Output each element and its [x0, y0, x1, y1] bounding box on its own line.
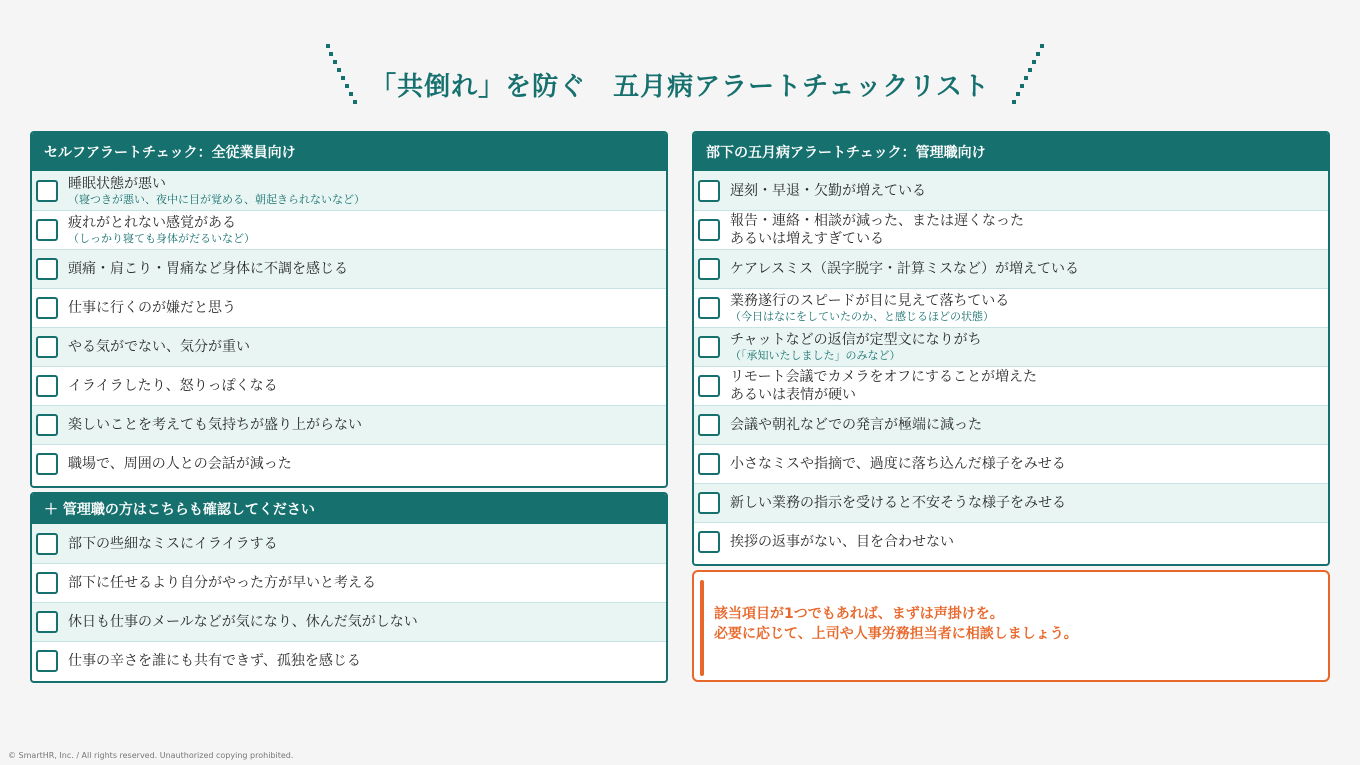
self-check-list: [32, 171, 666, 483]
checkbox[interactable]: [698, 492, 720, 514]
row-text: [730, 292, 1009, 324]
copyright-footer: © SmartHR, Inc. / All rights reserved. Unauthorized copying prohibited.: [8, 751, 294, 760]
item-label: 部下に任せるより自分がやった方が早いと考える: [68, 575, 376, 591]
row-text: [730, 494, 1066, 512]
row-text: [68, 455, 292, 473]
alert-line-2: 必要に応じて、上司や人事労務担当者に相談しましょう。: [714, 626, 1078, 642]
item-label: 睡眠状態が悪い: [68, 175, 166, 192]
checklist-row: [32, 444, 666, 483]
item-note: （しっかり寝ても身体がだるいなど）: [68, 232, 255, 245]
checkbox[interactable]: [36, 650, 58, 672]
row-text: [68, 613, 418, 631]
row-text: [68, 652, 361, 670]
checklist-row: [32, 327, 666, 366]
row-text: [730, 416, 982, 434]
checkbox[interactable]: [698, 180, 720, 202]
checkbox[interactable]: [36, 258, 58, 280]
checklist-row: [32, 210, 666, 249]
checkbox[interactable]: [36, 219, 58, 241]
row-text: [730, 260, 1079, 278]
item-label: 部下の些細なミスにイライラする: [68, 535, 278, 552]
checklist-row: [694, 483, 1328, 522]
manager-extra-panel: [30, 492, 668, 683]
checkbox[interactable]: [36, 453, 58, 475]
alert-text: [714, 604, 1078, 644]
checklist-row: [694, 288, 1328, 327]
checkbox[interactable]: [36, 572, 58, 594]
row-text: [68, 260, 348, 278]
item-note: （寝つきが悪い、夜中に目が覚める、朝起きられないなど）: [68, 192, 365, 206]
item-note: （「承知いたしました」のみなど）: [730, 349, 901, 362]
alert-box: [692, 570, 1330, 682]
item-label-line2: あるいは表情が硬い: [730, 387, 856, 403]
item-label: イライラしたり、怒りっぽくなる: [68, 378, 278, 394]
alert-line-1: 該当項目が1つでもあれば、まずは声掛けを。: [714, 606, 1004, 622]
checkbox[interactable]: [698, 414, 720, 436]
row-text: [68, 416, 362, 434]
checklist-row: [32, 366, 666, 405]
checkbox[interactable]: [698, 453, 720, 475]
checkbox[interactable]: [698, 258, 720, 280]
row-text: [730, 368, 1037, 404]
item-label: ケアレスミス（誤字脱字・計算ミスなど）が増えている: [730, 261, 1080, 277]
item-label: 職場で、周囲の人との会話が減った: [68, 456, 292, 472]
item-label: 仕事に行くのが嫌だと思う: [68, 300, 236, 316]
row-text: [68, 377, 278, 395]
item-label: 楽しいことを考えても気持ちが盛り上がらない: [68, 417, 362, 433]
row-text: [68, 338, 250, 356]
checkbox[interactable]: [698, 375, 720, 397]
row-text: [68, 214, 255, 246]
row-text: [68, 574, 376, 592]
row-text: [730, 533, 954, 551]
checklist-row: [32, 171, 666, 210]
item-label: 仕事の辛さを誰にも共有できず、孤独を感じる: [68, 653, 361, 669]
item-label: やる気がでない、気分が重い: [68, 339, 250, 355]
item-label: 会議や朝礼などでの発言が極端に減った: [730, 417, 982, 433]
self-check-panel: [30, 131, 668, 488]
checklist-row: [32, 563, 666, 602]
subordinate-check-panel: [692, 131, 1330, 566]
row-text: [730, 182, 926, 200]
row-text: [730, 455, 1066, 473]
item-label: 小さなミスや指摘で、過度に落ち込んだ様子をみせる: [730, 456, 1066, 472]
item-label: 遅刻・早退・欠勤が増えている: [730, 182, 926, 199]
self-check-header: セルフアラートチェック：全従業員向け: [32, 133, 666, 171]
checkbox[interactable]: [698, 531, 720, 553]
checklist-row: [32, 602, 666, 641]
manager-extra-list: [32, 524, 666, 680]
page-title: 「共倒れ」を防ぐ 五月病アラートチェックリスト: [370, 72, 990, 102]
item-label: 休日も仕事のメールなどが気になり、休んだ気がしない: [68, 614, 418, 630]
item-label: 業務遂行のスピードが目に見えて落ちている: [730, 293, 1010, 309]
checkbox[interactable]: [36, 533, 58, 555]
item-label: 報告・連絡・相談が減った、または遅くなった: [730, 213, 1024, 229]
subordinate-check-list: [694, 171, 1328, 561]
item-label: 頭痛・肩こり・胃痛など身体に不調を感じる: [68, 261, 348, 277]
checklist-row: [694, 210, 1328, 249]
row-text: [68, 299, 236, 317]
checklist-row: [694, 444, 1328, 483]
checkbox[interactable]: [36, 611, 58, 633]
checkbox[interactable]: [36, 414, 58, 436]
checklist-row: [694, 366, 1328, 405]
row-text: [68, 535, 278, 553]
checkbox[interactable]: [698, 219, 720, 241]
item-label: 疲れがとれない感覚がある: [68, 215, 236, 231]
checklist-row: [694, 522, 1328, 561]
row-text: [730, 331, 982, 363]
item-label: 新しい業務の指示を受けると不安そうな様子をみせる: [730, 495, 1066, 511]
item-label: 挨拶の返事がない、目を合わせない: [730, 534, 954, 550]
checkbox[interactable]: [36, 336, 58, 358]
item-label: チャットなどの返信が定型文になりがち: [730, 332, 982, 348]
manager-extra-header: ＋ 管理職の方はこちらも確認してください: [32, 494, 666, 524]
row-text: [68, 175, 365, 207]
checklist-row: [32, 524, 666, 563]
checklist-row: [32, 641, 666, 680]
item-label: リモート会議でカメラをオフにすることが増えた: [730, 369, 1038, 385]
checklist-row: [694, 405, 1328, 444]
checklist-row: [32, 249, 666, 288]
row-text: [730, 212, 1024, 248]
checkbox[interactable]: [698, 297, 720, 319]
checklist-row: [694, 327, 1328, 366]
checklist-row: [32, 288, 666, 327]
checkbox[interactable]: [698, 336, 720, 358]
checklist-row: [32, 405, 666, 444]
alert-accent-bar: [700, 580, 704, 676]
checkbox[interactable]: [36, 180, 58, 202]
item-note: （今日はなにをしていたのか、と感じるほどの状態）: [730, 310, 994, 323]
subordinate-check-header: 部下の五月病アラートチェック：管理職向け: [694, 133, 1328, 171]
checklist-row: [694, 171, 1328, 210]
checkbox[interactable]: [36, 297, 58, 319]
checklist-row: [694, 249, 1328, 288]
checkbox[interactable]: [36, 375, 58, 397]
item-label-line2: あるいは増えすぎている: [730, 231, 884, 247]
